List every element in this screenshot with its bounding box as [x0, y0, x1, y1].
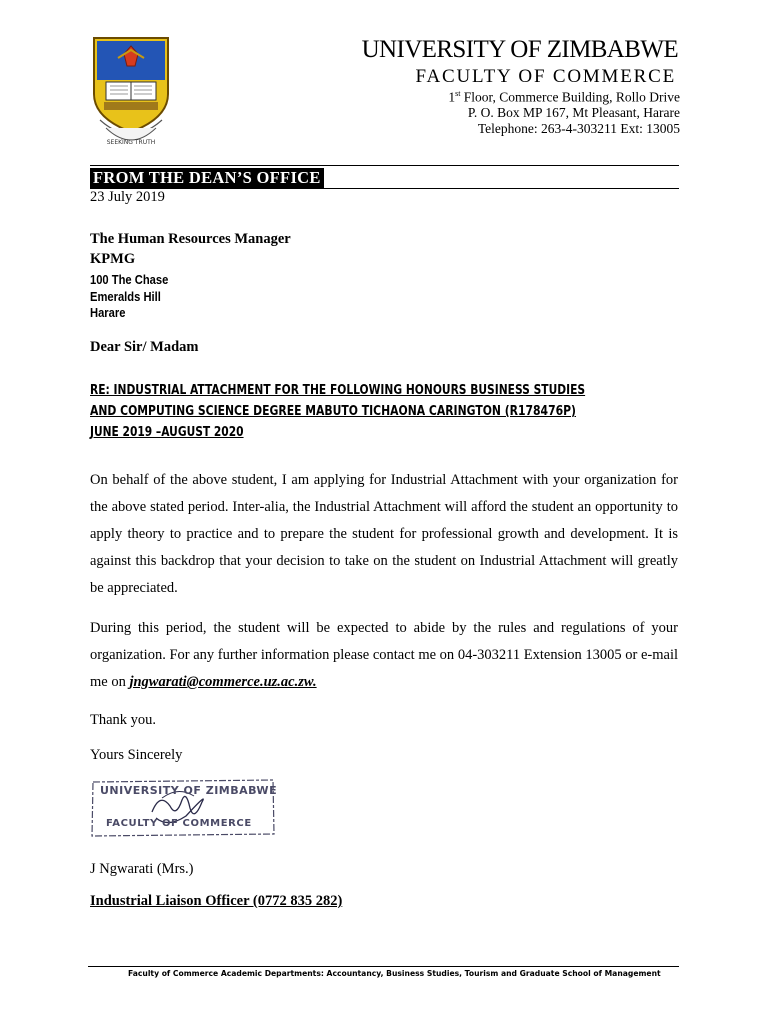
recipient-company: KPMG — [90, 251, 136, 267]
subject-line-2: AND COMPUTING SCIENCE DEGREE MABUTO TICHAONA CARINGTON (R178476P) — [90, 404, 577, 419]
body-paragraph-1: On behalf of the above student, I am applying for Industrial Attachment with your organization for the above stated period. Inter-alia, the Industrial Attachment will afford the student an opportunity to apply theory to practice and to prepare the student for professional growth and development. It is against this backdrop that your decision to take on the student on Industrial Attachment will greatly be appreciated. — [90, 472, 678, 596]
header-divider-top — [90, 165, 679, 166]
recipient-street: 100 The Chase — [90, 272, 169, 287]
subject-line-1: RE: INDUSTRIAL ATTACHMENT FOR THE FOLLOWING HONOURS BUSINESS STUDIES — [90, 383, 586, 398]
stamp-line-1: UNIVERSITY OF ZIMBABWE — [100, 784, 278, 797]
body-paragraph-2: During this period, the student will be expected to abide by the rules and regulations of your organization. For any further information please contact me on 04-303211 Extension 13005 or e-mail me on jngwarati@commerce.uz.ac.zw. — [90, 620, 678, 690]
svg-text:SEEKING TRUTH: SEEKING TRUTH — [106, 139, 156, 146]
footer-divider — [88, 966, 679, 967]
salutation: Dear Sir/ Madam — [90, 339, 199, 355]
letter-date: 23 July 2019 — [90, 189, 165, 205]
office-banner: FROM THE DEAN’S OFFICE — [90, 168, 324, 188]
university-crest-icon — [86, 36, 176, 156]
recipient-city: Harare — [90, 305, 126, 320]
university-name: UNIVERSITY OF ZIMBABWE — [361, 36, 678, 63]
address-floor: 1st Floor, Commerce Building, Rollo Drive — [448, 89, 680, 105]
recipient-suburb: Emeralds Hill — [90, 289, 161, 304]
address-po-box: P. O. Box MP 167, Mt Pleasant, Harare — [467, 105, 680, 120]
subject-line-3: JUNE 2019 –AUGUST 2020 — [90, 425, 244, 440]
recipient-title: The Human Resources Manager — [90, 231, 291, 247]
signatory-name: J Ngwarati (Mrs.) — [90, 861, 194, 877]
official-stamp — [90, 778, 276, 838]
thanks-text: Thank you. — [90, 712, 157, 728]
header-divider-bottom — [90, 188, 679, 189]
email-link[interactable]: jngwarati@commerce.uz.ac.zw. — [129, 674, 317, 690]
footer-departments: Faculty of Commerce Academic Departments: Accountancy, Business Studies, Tourism and Graduate School of Management — [128, 968, 661, 978]
stamp-line-2: FACULTY OF COMMERCE — [106, 818, 252, 829]
telephone: Telephone: 263-4-303211 Ext: 13005 — [477, 121, 680, 136]
faculty-name: FACULTY OF COMMERCE — [415, 66, 676, 87]
closing-text: Yours Sincerely — [90, 747, 183, 763]
signatory-role: Industrial Liaison Officer (0772 835 282) — [90, 893, 343, 909]
